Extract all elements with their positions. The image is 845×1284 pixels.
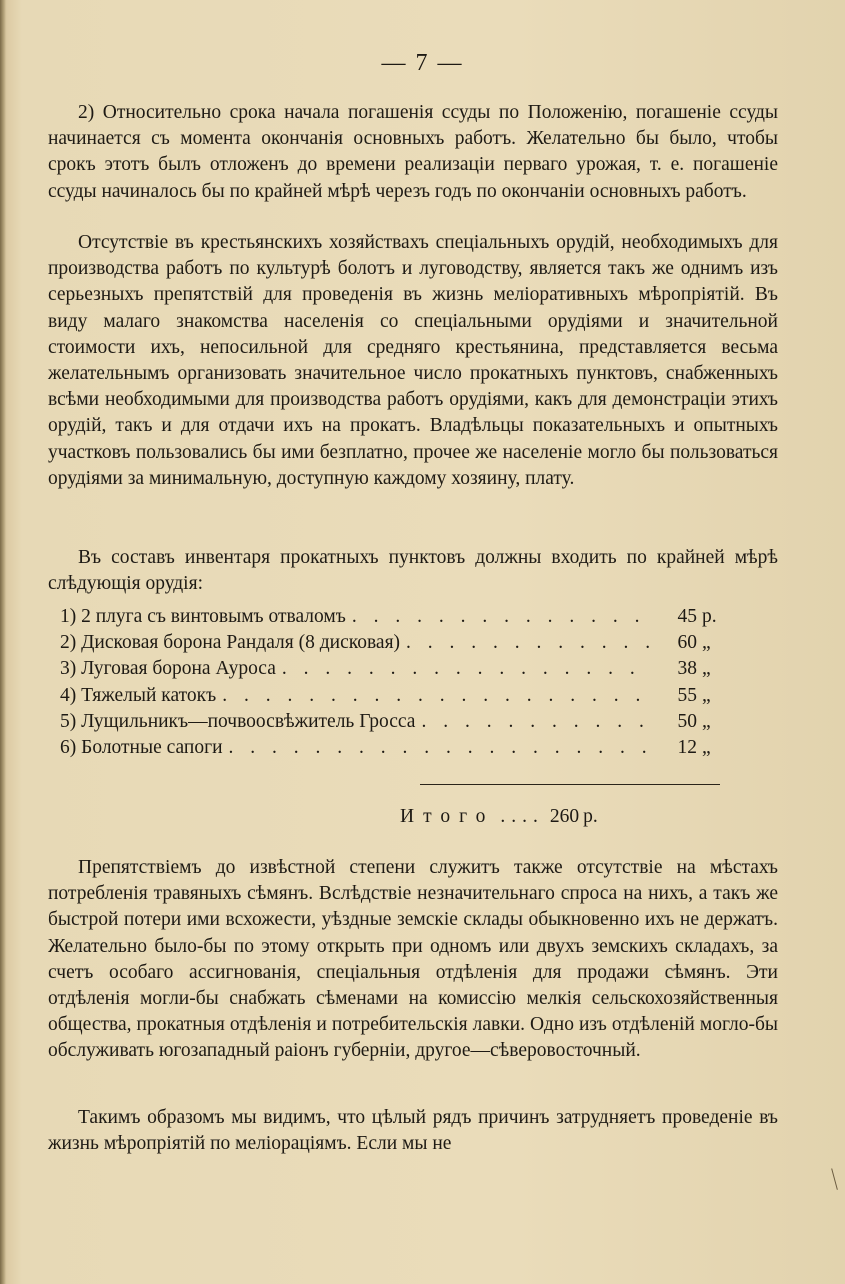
tool-unit: „ (702, 736, 711, 758)
margin-mark (831, 1168, 839, 1190)
tool-name: 6) Болотные сапоги (60, 736, 223, 758)
total-leader-dots: .... (500, 806, 544, 827)
tool-row (60, 709, 730, 735)
page-spine-shadow (0, 0, 6, 1284)
tool-row (60, 656, 730, 682)
tools-price-list (60, 604, 730, 761)
tool-price: 55 (677, 684, 697, 706)
tool-unit: „ (702, 684, 711, 706)
tool-row (60, 683, 730, 709)
tool-name: 3) Луговая борона Ауроса (60, 658, 276, 680)
paragraph-conclusion: Такимъ образомъ мы видимъ, что цѣлый рядъ причинъ затрудняетъ проведеніе въ жизнь мѣропріятій по меліораціямъ. Если мы не (48, 1107, 778, 1155)
tool-unit: „ (702, 710, 711, 732)
tool-unit: „ (702, 658, 711, 680)
leader-dots (282, 656, 651, 682)
tool-price: 50 (677, 710, 697, 732)
tool-price: 45 (677, 606, 697, 627)
tool-row (60, 735, 730, 761)
tool-row (60, 630, 730, 656)
leader-dots (421, 709, 651, 735)
total-label: Итого (400, 806, 495, 827)
total-unit: р. (583, 806, 598, 827)
leader-dots (352, 604, 651, 630)
tool-name: 1) 2 плуга съ винтовымъ отваломъ (60, 606, 346, 627)
tool-price: 12 (677, 736, 697, 758)
tool-unit: р. (702, 606, 717, 627)
page-number: — 7 — (381, 50, 464, 76)
tool-row (60, 604, 730, 630)
leader-dots (222, 683, 651, 709)
tool-unit: „ (702, 632, 711, 654)
tool-price: 38 (677, 658, 697, 680)
tool-price: 60 (677, 632, 697, 654)
paragraph-inventory-intro: Въ составъ инвентаря прокатныхъ пунктовъ должны входить по крайней мѣрѣ слѣдующія орудія: (48, 547, 778, 595)
paragraph-grass-seeds: Препятствіемъ до извѣстной степени служитъ также отсутствіе на мѣстахъ потребленія травяныхъ сѣмянъ. Вслѣдствіе незначительнаго спроса на нихъ, а такъ же быстрой потери ими всхожести, уѣздные земскіе склады обыкновенно ихъ не держатъ. Желательно было-бы по этому открыть при одномъ или двухъ земскихъ складахъ, за счетъ особаго ассигнованія, спеціальныя отдѣленія для продажи сѣмянъ. Эти отдѣленія могли-бы снабжать сѣменами на комиссію мелкія сельскохозяйственныя общества, прокатныя отдѣленія и потребительскія лавки. Одно изъ отдѣленій могло-бы обслуживать югозападный раіонъ губерніи, другое—сѣверовосточный. (48, 857, 778, 1062)
leader-dots (406, 630, 651, 656)
leader-dots (229, 735, 651, 761)
tool-name: 5) Лущильникъ—почвоосвѣжитель Гросса (60, 710, 416, 732)
tool-name: 4) Тяжелый катокъ (60, 684, 217, 706)
tool-name: 2) Дисковая борона Рандаля (8 дисковая) (60, 632, 401, 654)
total-row (400, 806, 730, 828)
paragraph-special-tools: Отсутствіе въ крестьянскихъ хозяйствахъ спеціальныхъ орудій, необходимыхъ для производства работъ по культурѣ болотъ и луговодству, является такъ же однимъ изъ серьезныхъ препятствій для проведенія въ жизнь меліоративныхъ мѣропріятій. Въ виду малаго знакомства населенія со спеціальными орудіями и значительной стоимости ихъ, непосильной для средняго крестьянина, представляется весьма желательнымъ организовать значительное число прокатныхъ пунктовъ, снабженныхъ всѣми необходимыми для производства работъ орудіями, какъ для демонстраціи этихъ орудій, такъ и для отдачи ихъ на прокатъ. Владѣльцы показательныхъ и опытныхъ участковъ пользовались бы ими безплатно, прочее же населеніе могло бы пользоваться орудіями за минимальную, доступную каждому хозяину, плату. (48, 232, 778, 489)
total-value: 260 (549, 806, 580, 827)
total-divider-line (420, 784, 720, 785)
paragraph-repayment-term: 2) Относительно срока начала погашенія ссуды по Положенію, погашеніе ссуды начинается съ момента окончанія основныхъ работъ. Желательно бы было, чтобы срокъ этотъ былъ отложенъ до времени реализаціи перваго урожая, т. е. погашеніе ссуды начиналось бы по крайней мѣрѣ черезъ годъ по окончаніи основныхъ работъ. (48, 102, 778, 202)
